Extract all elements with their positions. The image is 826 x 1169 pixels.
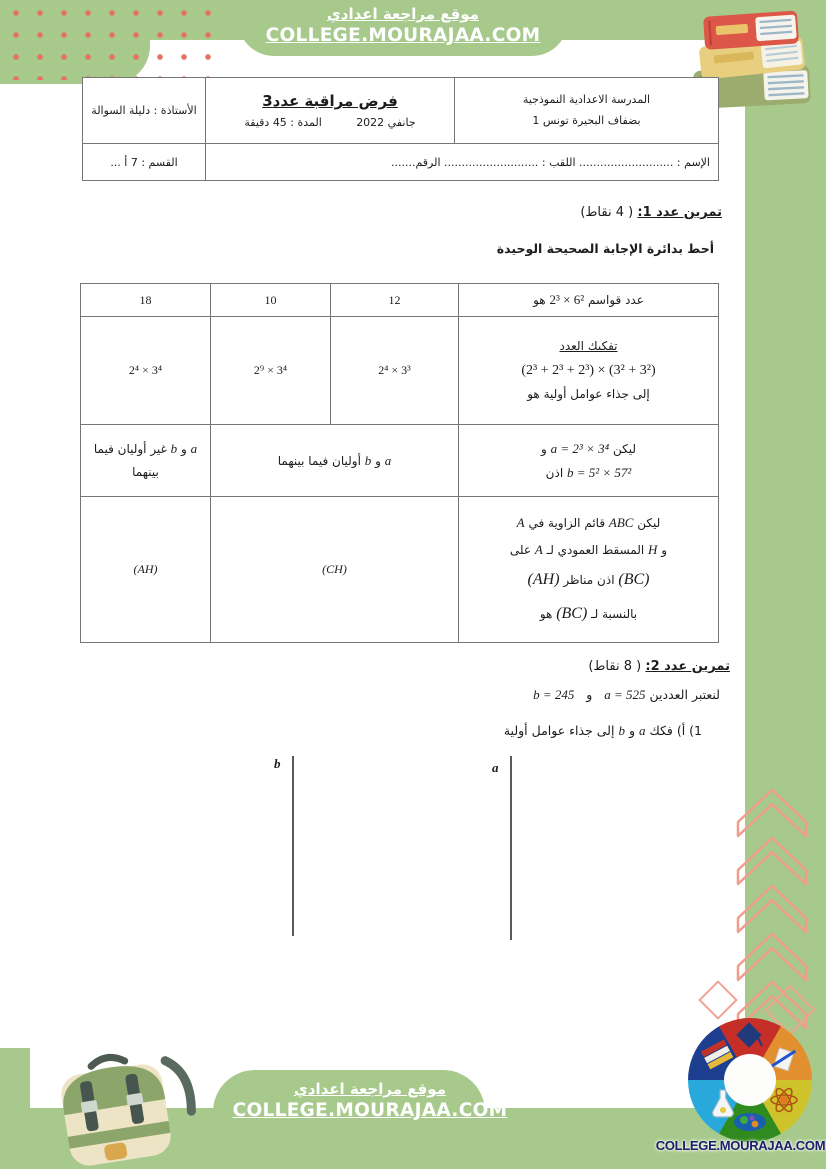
work-column-b-line xyxy=(292,756,294,936)
mcq-row-4 xyxy=(81,497,719,643)
exam-duration: المدة : 45 دقيقة xyxy=(244,116,322,129)
mcq-row-2 xyxy=(81,317,719,425)
exercise1-heading xyxy=(580,205,722,220)
site-logo xyxy=(688,1018,812,1142)
q2-option-b: 2⁹ × 3⁴ xyxy=(211,317,331,425)
q3-math2: b = 5² × 57² xyxy=(566,464,632,480)
q2-option-a: 2⁴ × 3³ xyxy=(331,317,459,425)
work-column-b-label: b xyxy=(274,756,281,771)
site-footer-url-link[interactable]: COLLEGE.MOURAJAA.COM xyxy=(232,1100,508,1121)
chevron-up-icon xyxy=(733,786,811,840)
chevron-up-icon xyxy=(733,882,811,936)
graduation-cap-icon xyxy=(736,1022,762,1047)
q1-question: عدد قواسم 2³ × 6² هو xyxy=(459,284,719,317)
q3-option-coprime: a و b أوليان فيما بينهما xyxy=(211,425,459,497)
mcq-row-1 xyxy=(81,284,719,317)
exercise2-title: تمرين عدد 2: xyxy=(645,659,730,674)
teacher-cell: الأستاذة : دليلة السوالة xyxy=(83,78,206,144)
site-footer xyxy=(205,1080,535,1121)
exam-title: فرض مراقبة عدد3 xyxy=(262,92,398,110)
exercise1-title: تمرين عدد 1: xyxy=(637,205,722,220)
exam-header-table xyxy=(82,77,719,181)
school-line1: المدرسة الاعدادية النموذجية xyxy=(522,92,651,106)
site-header-url-link[interactable]: COLLEGE.MOURAJAA.COM xyxy=(265,25,541,46)
chevron-up-icon xyxy=(733,834,811,888)
work-column-a-label: a xyxy=(492,760,499,775)
logo-caption: COLLEGE.MOURAJAA.COM xyxy=(655,1138,826,1153)
q2-math: (2³ + 2³ + 2³) × (3² + 3²) xyxy=(521,362,656,378)
q1-option-12: 12 xyxy=(331,284,459,317)
site-header xyxy=(238,5,568,46)
pen-notepad-icon xyxy=(771,1045,795,1071)
q1-option-10: 10 xyxy=(211,284,331,317)
world-map-book-icon xyxy=(734,1113,766,1131)
backpack-icon xyxy=(26,1048,218,1169)
q1-math: 2³ × 6² xyxy=(549,292,585,307)
chevron-decoration-column xyxy=(733,786,811,1026)
exam-date: جانفي 2022 xyxy=(356,116,416,129)
exercise1-instruction: أحط بدائرة الإجابة الصحيحة الوحيدة xyxy=(496,241,714,256)
q4-question: ليكن ABC قائم الزاوية في A و H المسقط العمودي لـ A على (BC) اذن مناظر (AH) بالنسبة لـ (BC) هو xyxy=(459,497,719,643)
q4-option-ch: (CH) xyxy=(211,497,459,643)
exercise2-points: ( 8 نقاط) xyxy=(588,659,642,674)
q4-option-ah: (AH) xyxy=(81,497,211,643)
student-name-line: الإسم : ........................... اللقب : ........................... الرقم....... xyxy=(206,144,719,181)
q3-option-not-coprime: a و b غير أوليان فيما بينهما xyxy=(81,425,211,497)
mcq-row-3 xyxy=(81,425,719,497)
exercise1-points: ( 4 نقاط) xyxy=(580,205,634,220)
exam-title-cell xyxy=(206,78,455,144)
school-line2: بضفاف البحيرة تونس 1 xyxy=(532,113,641,127)
exercise2-line1: لنعتبر العددين a = 525 و b = 245 xyxy=(533,687,720,702)
dot-grid-decoration xyxy=(2,2,220,80)
work-column-a-line xyxy=(510,756,512,940)
q3-math1: a = 2³ × 3⁴ xyxy=(550,440,610,456)
q3-question: ليكن a = 2³ × 3⁴ و b = 5² × 57² اذن xyxy=(459,425,719,497)
logo-center xyxy=(724,1054,776,1106)
exercise2-heading xyxy=(588,659,730,674)
chevron-up-icon xyxy=(733,930,811,984)
q2-option-c: 2⁴ × 3⁴ xyxy=(81,317,211,425)
site-header-title: موقع مراجعة اعدادي xyxy=(327,5,479,23)
site-footer-title: موقع مراجعة اعدادي xyxy=(294,1080,446,1098)
mcq-table xyxy=(80,283,719,643)
q2-question: تفكيك العدد (2³ + 2³ + 2³) × (3² + 3²) إلى جذاء عوامل أولية هو xyxy=(459,317,719,425)
q1-option-18: 18 xyxy=(81,284,211,317)
school-name-cell xyxy=(455,78,719,144)
exercise2-line2: 1) أ) فكك a و b إلى جذاء عوامل أولية xyxy=(503,723,702,738)
class-cell: القسم : 7 أ ... xyxy=(83,144,206,181)
atom-icon xyxy=(771,1086,797,1114)
diamond-icon xyxy=(698,980,738,1020)
